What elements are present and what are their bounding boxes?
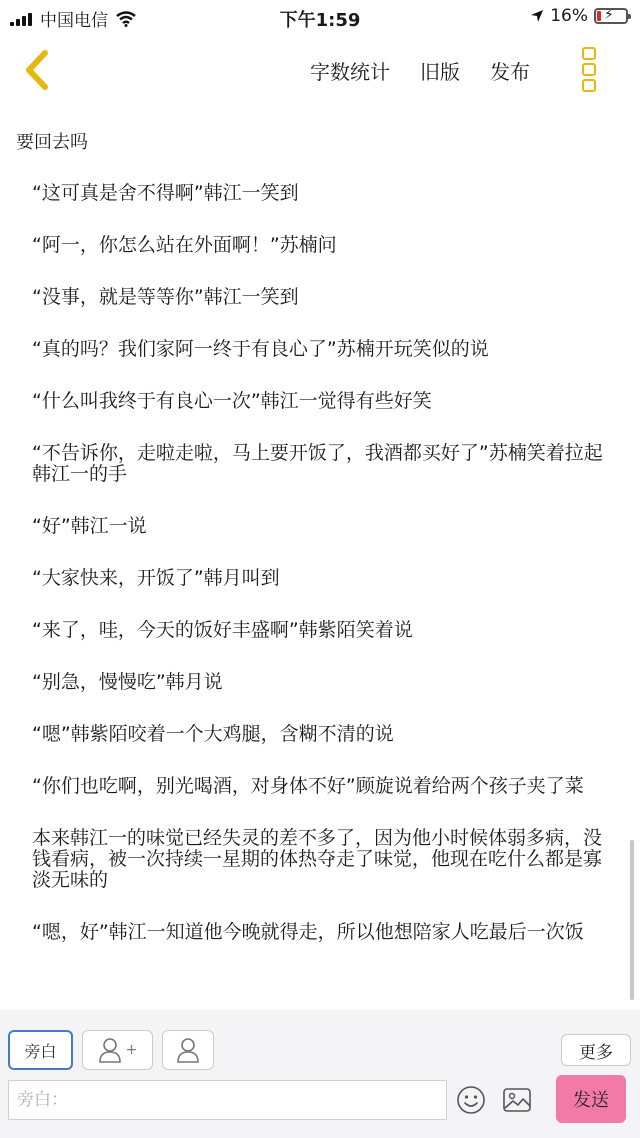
content-line[interactable]: “大家快来，开饭了”韩月叫到 — [32, 567, 280, 589]
old-version-button[interactable]: 旧版 — [420, 60, 460, 84]
emoji-button[interactable] — [456, 1085, 486, 1115]
battery-level-fill — [597, 11, 601, 21]
content-line[interactable]: “真的吗？我们家阿一终于有良心了”苏楠开玩笑似的说 — [32, 338, 489, 360]
content-line[interactable]: “嗯，好”韩江一知道他今晚就得走，所以他想陪家人吃最后一次饭 — [32, 921, 584, 943]
content-line[interactable]: “好”韩江一说 — [32, 515, 147, 537]
send-button[interactable]: 发送 — [556, 1075, 626, 1123]
battery-icon — [594, 8, 628, 24]
more-dot-icon — [582, 79, 596, 92]
content-line[interactable]: “来了，哇，今天的饭好丰盛啊”韩紫陌笑着说 — [32, 619, 413, 641]
more-dot-icon — [582, 63, 596, 76]
status-time: 下午1:59 — [279, 10, 361, 31]
content-line[interactable]: “什么叫我终于有良心一次”韩江一觉得有些好笑 — [32, 390, 432, 412]
content-line[interactable]: “别急，慢慢吃”韩月说 — [32, 671, 223, 693]
location-arrow-icon — [530, 9, 544, 23]
nav-bar — [0, 34, 640, 104]
smiley-icon — [456, 1085, 486, 1115]
battery-percent: 16% — [550, 6, 588, 26]
chevron-left-icon — [18, 48, 58, 92]
add-role-button[interactable] — [82, 1030, 153, 1070]
carrier-label: 中国电信 — [40, 11, 108, 31]
nav-actions — [310, 56, 560, 85]
status-bar — [0, 0, 640, 34]
person-icon — [98, 1037, 122, 1063]
person-icon — [176, 1037, 200, 1063]
editor-panel — [0, 1010, 640, 1138]
word-count-button[interactable]: 字数统计 — [310, 60, 390, 84]
content-line[interactable]: “嗯”韩紫陌咬着一个大鸡腿，含糊不清的说 — [32, 723, 394, 745]
image-icon — [502, 1086, 532, 1114]
content-line[interactable]: “这可真是舍不得啊”韩江一笑到 — [32, 182, 299, 204]
message-input[interactable]: 旁白： — [8, 1080, 447, 1120]
narration-role-button[interactable] — [8, 1030, 73, 1070]
content-line[interactable]: “没事，就是等等你”韩江一笑到 — [32, 286, 299, 308]
more-button[interactable]: 更多 — [561, 1034, 631, 1066]
back-button[interactable] — [18, 48, 58, 92]
publish-button[interactable]: 发布 — [490, 60, 530, 84]
document-title[interactable]: 要回去吗 — [16, 132, 88, 153]
charging-bolt-icon: ⚡ — [604, 7, 614, 23]
content-lines — [32, 183, 612, 974]
content-line[interactable]: “阿一，你怎么站在外面啊！”苏楠问 — [32, 234, 337, 256]
scrollbar[interactable] — [630, 840, 634, 1000]
image-button[interactable] — [502, 1086, 532, 1114]
plus-icon: + — [125, 1042, 138, 1058]
content-line[interactable]: “你们也吃啊，别光喝酒，对身体不好”顾旋说着给两个孩子夹了菜 — [32, 775, 584, 797]
more-dot-icon — [582, 47, 596, 60]
narration-role-label: 旁白 — [24, 1041, 57, 1061]
character-role-button[interactable] — [162, 1030, 214, 1070]
content-line[interactable]: “不告诉你，走啦走啦，马上要开饭了，我酒都买好了”苏楠笑着拉起韩江一的手 — [32, 442, 603, 485]
more-menu-button[interactable] — [578, 47, 600, 95]
content-line[interactable]: 本来韩江一的味觉已经失灵的差不多了，因为他小时候体弱多病，没钱看病，被一次持续一星期的体热夺走了味觉，他现在吃什么都是寡淡无味的 — [32, 827, 603, 891]
status-right — [530, 6, 628, 26]
